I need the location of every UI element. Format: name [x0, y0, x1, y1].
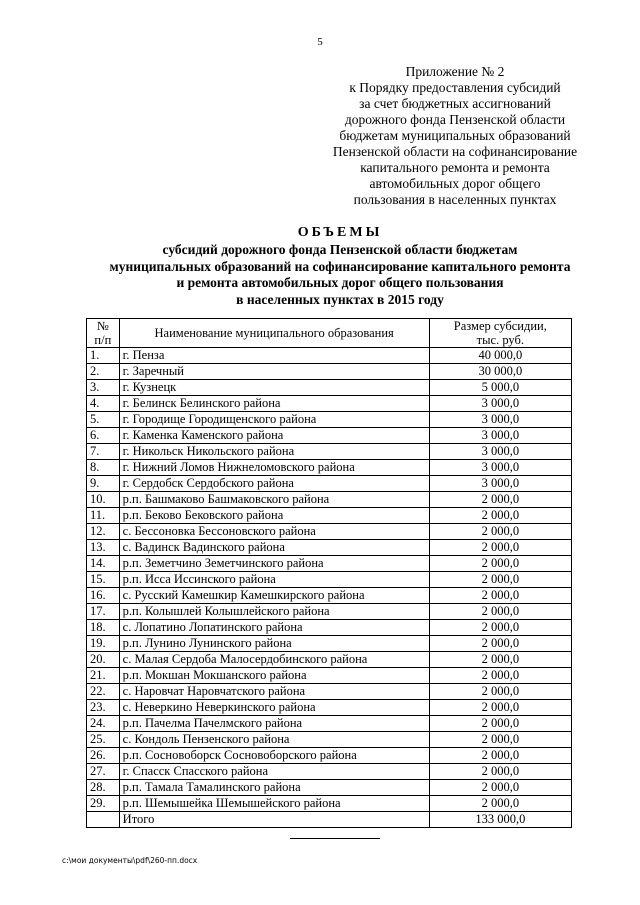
table-row: [87, 732, 572, 748]
title-sub-line: субсидий дорожного фонда Пензенской области бюджетам: [162, 242, 518, 257]
row-number: 5.: [87, 412, 120, 428]
row-number: 3.: [87, 380, 120, 396]
table-row: [87, 604, 572, 620]
title-main: ОБЪЕМЫ: [297, 225, 383, 240]
row-amount: 3 000,0: [429, 428, 571, 444]
table-header-row: [87, 319, 572, 348]
table-row: [87, 556, 572, 572]
row-amount: 2 000,0: [429, 764, 571, 780]
row-amount: 3 000,0: [429, 412, 571, 428]
row-number: 20.: [87, 652, 120, 668]
header-amount-line: Размер субсидии,: [453, 319, 547, 333]
row-name: г. Белинск Белинского района: [119, 396, 429, 412]
row-name: г. Нижний Ломов Нижнеломовского района: [119, 460, 429, 476]
row-name: с. Бессоновка Бессоновского района: [119, 524, 429, 540]
end-divider: [290, 838, 380, 839]
total-empty: [87, 812, 120, 828]
row-number: 14.: [87, 556, 120, 572]
row-amount: 2 000,0: [429, 620, 571, 636]
row-number: 24.: [87, 716, 120, 732]
row-name: с. Лопатино Лопатинского района: [119, 620, 429, 636]
row-amount: 3 000,0: [429, 476, 571, 492]
row-amount: 2 000,0: [429, 636, 571, 652]
appendix-header: [300, 64, 610, 208]
table-row: [87, 684, 572, 700]
row-amount: 2 000,0: [429, 700, 571, 716]
row-amount: 2 000,0: [429, 588, 571, 604]
row-amount: 3 000,0: [429, 460, 571, 476]
header-name: Наименование муниципального образования: [119, 319, 429, 348]
row-amount: 2 000,0: [429, 556, 571, 572]
row-number: 4.: [87, 396, 120, 412]
table-row: [87, 396, 572, 412]
row-name: с. Русский Камешкир Камешкирского района: [119, 588, 429, 604]
table-row: [87, 748, 572, 764]
appendix-line: бюджетам муниципальных образований: [339, 128, 571, 143]
table-row: [87, 508, 572, 524]
row-number: 1.: [87, 348, 120, 364]
row-number: 26.: [87, 748, 120, 764]
row-name: р.п. Беково Бековского района: [119, 508, 429, 524]
title-subtitle: [40, 242, 640, 308]
row-name: г. Городище Городищенского района: [119, 412, 429, 428]
row-number: 18.: [87, 620, 120, 636]
table-total-row: [87, 812, 572, 828]
row-name: г. Заречный: [119, 364, 429, 380]
row-name: р.п. Тамала Тамалинского района: [119, 780, 429, 796]
row-amount: 30 000,0: [429, 364, 571, 380]
table-body: [87, 348, 572, 828]
title-sub-line: муниципальных образований на софинансирование капитального ремонта: [109, 258, 571, 274]
row-amount: 2 000,0: [429, 716, 571, 732]
header-amount-line: тыс. руб.: [476, 333, 524, 347]
row-name: г. Каменка Каменского района: [119, 428, 429, 444]
header-num-line: п/п: [94, 333, 112, 347]
table-row: [87, 716, 572, 732]
table-row: [87, 572, 572, 588]
row-number: 6.: [87, 428, 120, 444]
table-row: [87, 348, 572, 364]
row-name: р.п. Мокшан Мокшанского района: [119, 668, 429, 684]
row-name: с. Наровчат Наровчатского района: [119, 684, 429, 700]
table-row: [87, 636, 572, 652]
appendix-line: Пензенской области на софинансирование: [332, 144, 578, 159]
row-amount: 3 000,0: [429, 444, 571, 460]
table-row: [87, 428, 572, 444]
table-row: [87, 460, 572, 476]
row-number: 28.: [87, 780, 120, 796]
appendix-line: капитального ремонта и ремонта: [360, 160, 550, 175]
table-row: [87, 380, 572, 396]
row-number: 27.: [87, 764, 120, 780]
row-number: 23.: [87, 700, 120, 716]
header-num-line: №: [96, 319, 109, 333]
row-amount: 5 000,0: [429, 380, 571, 396]
row-number: 29.: [87, 796, 120, 812]
row-number: 25.: [87, 732, 120, 748]
table-row: [87, 444, 572, 460]
table-row: [87, 620, 572, 636]
row-name: с. Кондоль Пензенского района: [119, 732, 429, 748]
table-row: [87, 652, 572, 668]
table-row: [87, 588, 572, 604]
row-amount: 3 000,0: [429, 396, 571, 412]
row-amount: 2 000,0: [429, 684, 571, 700]
row-number: 13.: [87, 540, 120, 556]
row-name: г. Сердобск Сердобского района: [119, 476, 429, 492]
appendix-line: к Порядку предоставления субсидий: [349, 80, 561, 95]
row-number: 19.: [87, 636, 120, 652]
row-number: 12.: [87, 524, 120, 540]
document-title: [40, 224, 640, 308]
total-amount: 133 000,0: [429, 812, 571, 828]
row-name: р.п. Башмаково Башмаковского района: [119, 492, 429, 508]
table-row: [87, 492, 572, 508]
row-amount: 2 000,0: [429, 604, 571, 620]
row-name: р.п. Шемышейка Шемышейского района: [119, 796, 429, 812]
header-amount: [429, 319, 571, 348]
row-amount: 2 000,0: [429, 540, 571, 556]
page-number: 5: [317, 36, 323, 48]
row-name: р.п. Лунино Лунинского района: [119, 636, 429, 652]
table-row: [87, 524, 572, 540]
table-row: [87, 796, 572, 812]
row-amount: 2 000,0: [429, 492, 571, 508]
row-amount: 2 000,0: [429, 652, 571, 668]
row-name: г. Пенза: [119, 348, 429, 364]
row-amount: 40 000,0: [429, 348, 571, 364]
table-row: [87, 540, 572, 556]
table-row: [87, 668, 572, 684]
row-number: 7.: [87, 444, 120, 460]
row-amount: 2 000,0: [429, 668, 571, 684]
title-sub-line: в населенных пунктах в 2015 году: [236, 291, 444, 307]
row-amount: 2 000,0: [429, 780, 571, 796]
row-amount: 2 000,0: [429, 572, 571, 588]
title-sub-line: и ремонта автомобильных дорог общего пользования: [176, 275, 504, 290]
row-amount: 2 000,0: [429, 748, 571, 764]
row-name: г. Спасск Спасского района: [119, 764, 429, 780]
appendix-line: Приложение № 2: [405, 64, 505, 79]
row-name: р.п. Земетчино Земетчинского района: [119, 556, 429, 572]
table-row: [87, 412, 572, 428]
appendix-line: дорожного фонда Пензенской области: [344, 112, 566, 127]
row-name: с. Малая Сердоба Малосердобинского района: [119, 652, 429, 668]
row-number: 22.: [87, 684, 120, 700]
row-amount: 2 000,0: [429, 796, 571, 812]
row-number: 17.: [87, 604, 120, 620]
row-name: г. Кузнецк: [119, 380, 429, 396]
row-name: г. Никольск Никольского района: [119, 444, 429, 460]
table-row: [87, 764, 572, 780]
row-name: р.п. Колышлей Колышлейского района: [119, 604, 429, 620]
row-amount: 2 000,0: [429, 524, 571, 540]
row-name: с. Неверкино Неверкинского района: [119, 700, 429, 716]
row-amount: 2 000,0: [429, 508, 571, 524]
table-row: [87, 780, 572, 796]
subsidies-table: [86, 318, 572, 828]
appendix-line: автомобильных дорог общего: [369, 176, 541, 191]
total-label: Итого: [119, 812, 429, 828]
row-number: 21.: [87, 668, 120, 684]
row-number: 9.: [87, 476, 120, 492]
row-number: 15.: [87, 572, 120, 588]
row-number: 8.: [87, 460, 120, 476]
row-number: 10.: [87, 492, 120, 508]
row-number: 2.: [87, 364, 120, 380]
header-num: [87, 319, 120, 348]
appendix-line: за счет бюджетных ассигнований: [359, 96, 551, 111]
table-row: [87, 364, 572, 380]
row-number: 11.: [87, 508, 120, 524]
row-amount: 2 000,0: [429, 732, 571, 748]
appendix-line: пользования в населенных пунктах: [353, 192, 557, 207]
row-name: с. Вадинск Вадинского района: [119, 540, 429, 556]
row-name: р.п. Сосновоборск Сосновоборского района: [119, 748, 429, 764]
row-name: р.п. Исса Иссинского района: [119, 572, 429, 588]
table-row: [87, 476, 572, 492]
row-name: р.п. Пачелма Пачелмского района: [119, 716, 429, 732]
table-row: [87, 700, 572, 716]
file-path: c:\мои документы\pdf\260-пп.docx: [62, 856, 198, 865]
row-number: 16.: [87, 588, 120, 604]
